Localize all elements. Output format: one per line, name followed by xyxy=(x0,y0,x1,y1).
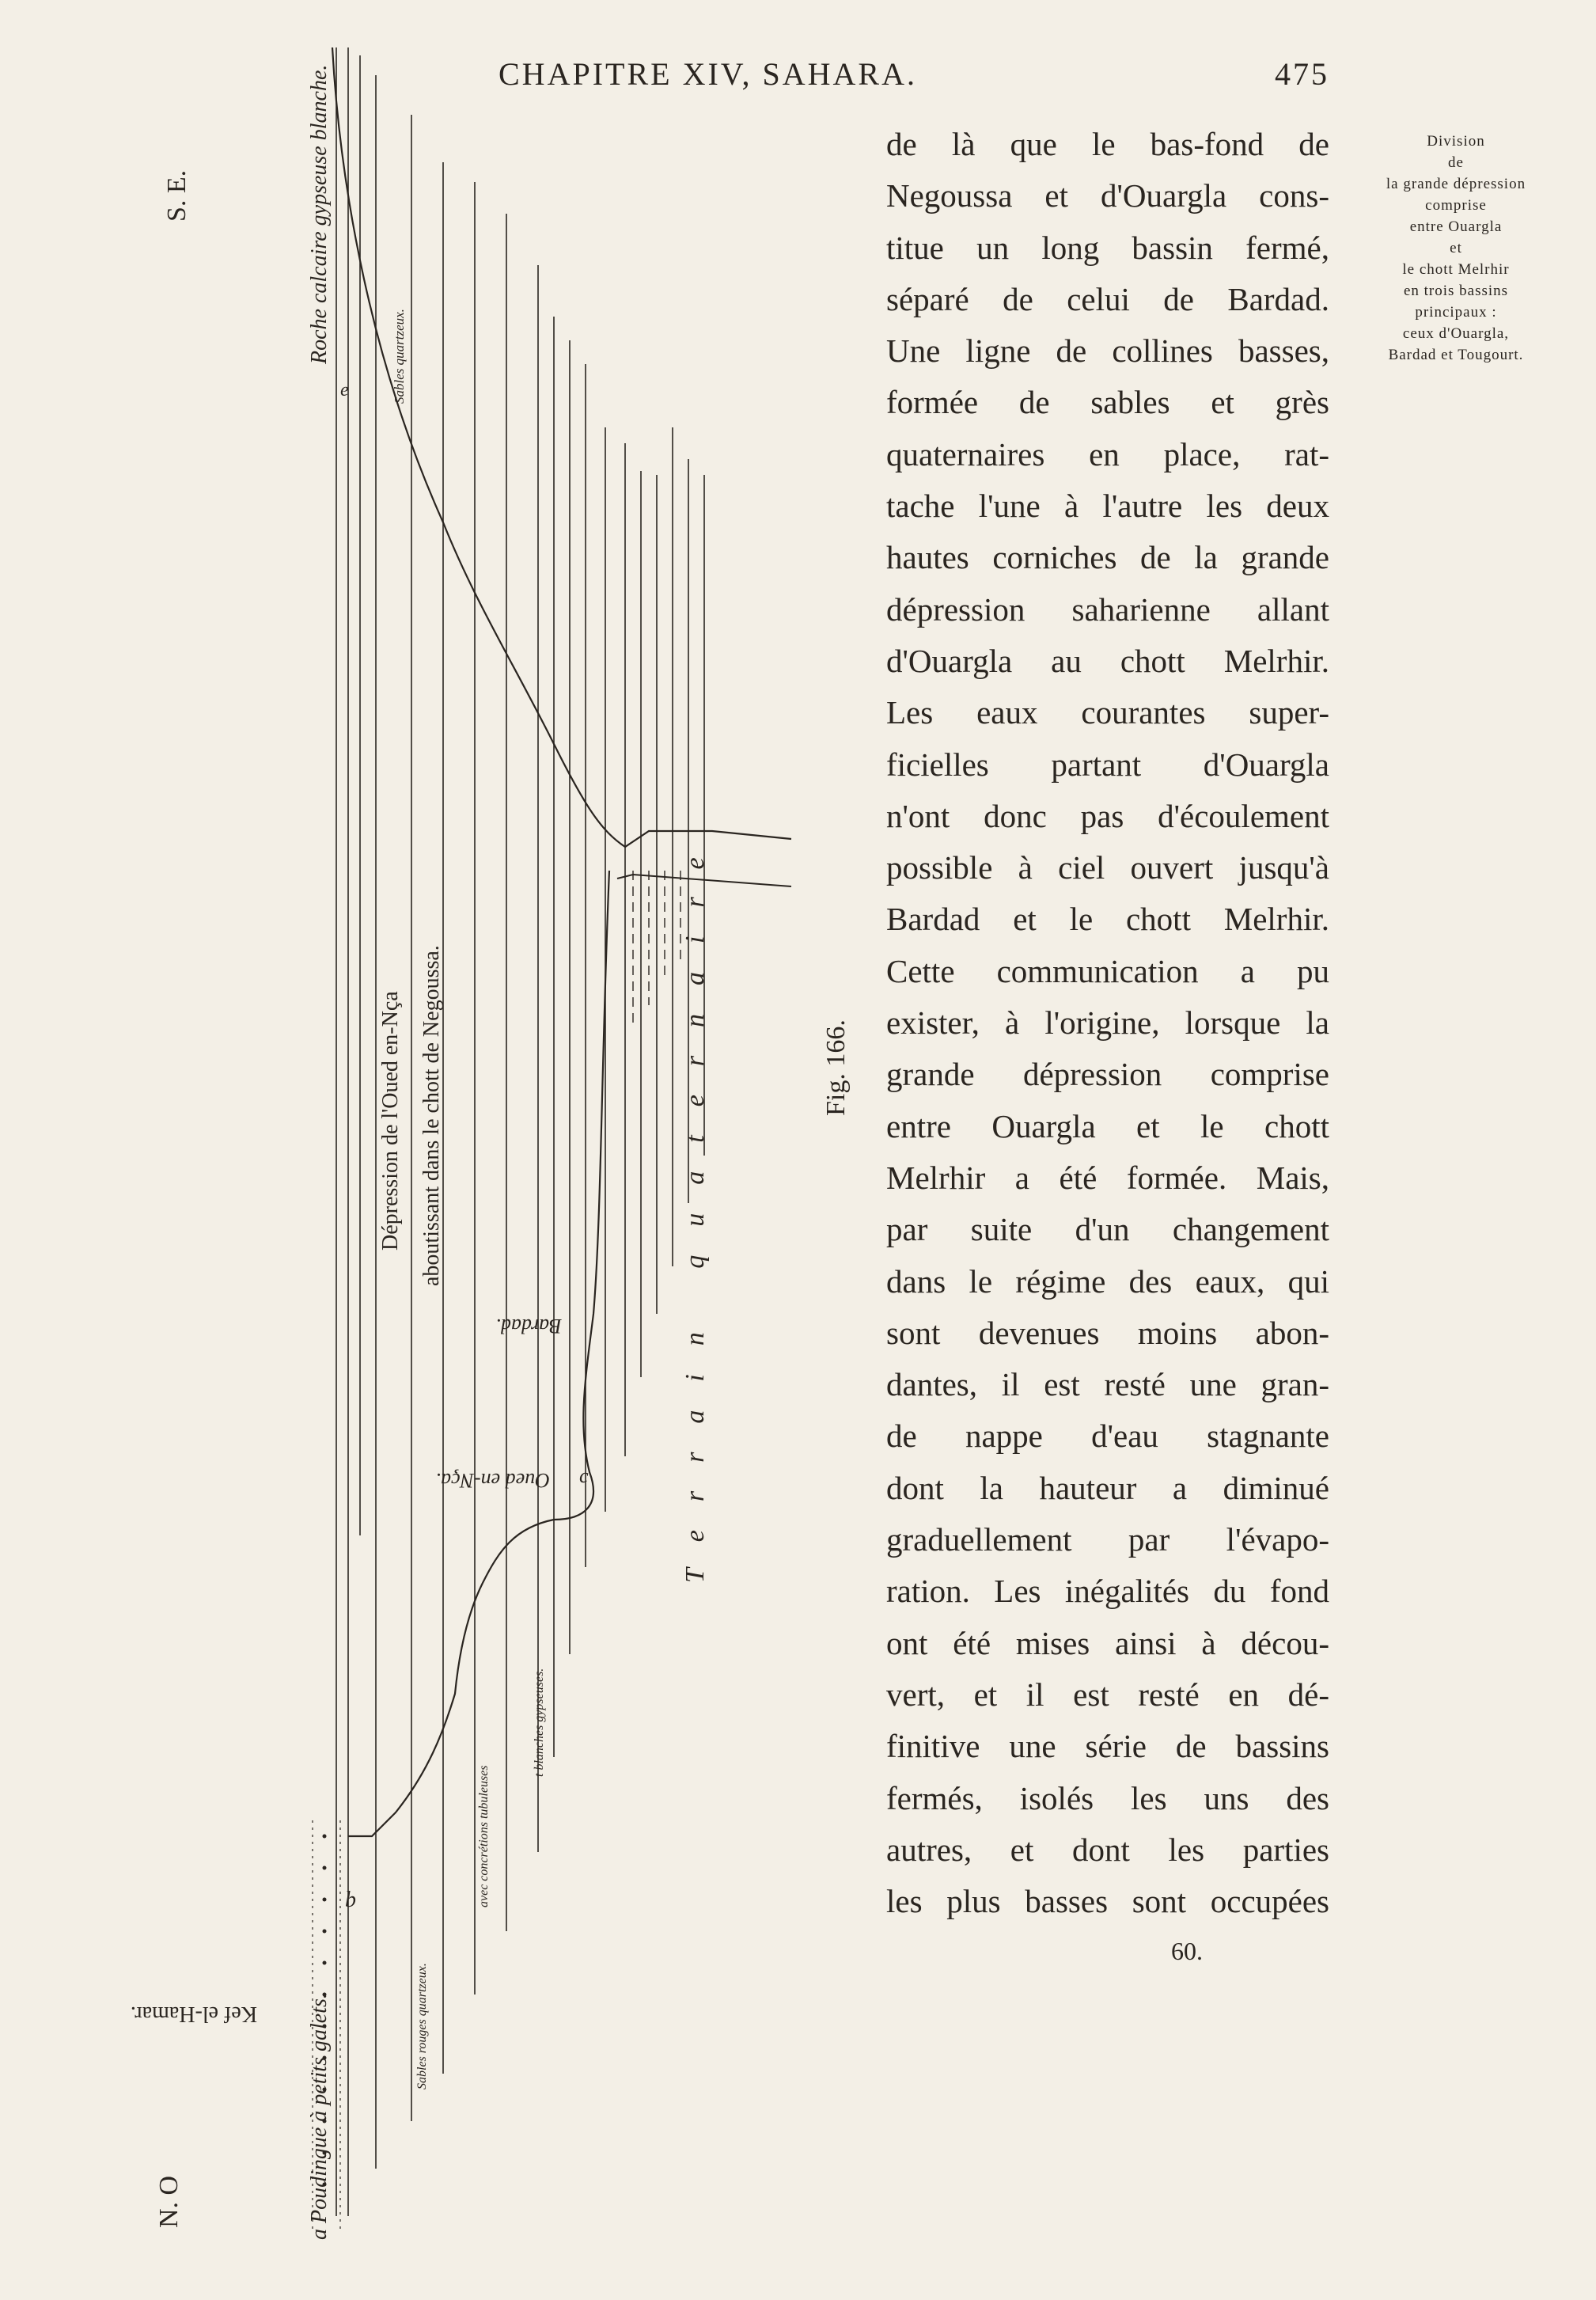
page-number: 475 xyxy=(1275,56,1329,92)
layer-letter-e: e xyxy=(340,380,349,400)
place-bardad-label: Bardad. xyxy=(495,1315,562,1338)
orientation-bottom-label: N. O xyxy=(154,2175,184,2228)
text-line: sont devenues moins abon- xyxy=(886,1314,1329,1351)
text-line: graduellement par l'évapo- xyxy=(886,1521,1329,1558)
text-line: Negoussa et d'Ouargla cons- xyxy=(886,177,1329,214)
text-line: formée de sables et grès xyxy=(886,384,1329,421)
text-line: dont la hauteur a diminué xyxy=(886,1469,1329,1506)
text-line: autres, et dont les parties xyxy=(886,1831,1329,1868)
text-line: titue un long bassin fermé, xyxy=(886,229,1329,266)
text-line: Une ligne de collines basses, xyxy=(886,332,1329,370)
text-line: ration. Les inégalités du fond xyxy=(886,1573,1329,1610)
text-line: exister, à l'origine, lorsque la xyxy=(886,1004,1329,1042)
text-line: Melrhir a été formée. Mais, xyxy=(886,1159,1329,1196)
legend-sables-rouges: Sables rouges quartzeux. xyxy=(415,1963,429,2089)
text-line: vert, et il est resté en dé- xyxy=(886,1676,1329,1713)
text-line: dantes, il est resté une gran- xyxy=(886,1366,1329,1403)
text-line: par suite d'un changement xyxy=(886,1211,1329,1248)
legend-concretions: avec concrétions tubuleuses xyxy=(477,1765,491,1907)
figure-number-label: Fig. 166. xyxy=(821,1019,851,1116)
text-line: séparé de celui de Bardad. xyxy=(886,280,1329,317)
text-line: grande dépression comprise xyxy=(886,1056,1329,1093)
terrain-quaternaire-label: Terrain quaternaire xyxy=(680,829,710,1583)
marginal-line: de xyxy=(1448,154,1464,171)
text-line: fermés, isolés les uns des xyxy=(886,1779,1329,1816)
text-line: les plus basses sont occupées xyxy=(886,1883,1329,1920)
chapter-title: CHAPITRE XIV, SAHARA. xyxy=(499,56,917,92)
marginal-line: et xyxy=(1450,240,1462,256)
orientation-top-label: S. E. xyxy=(162,169,191,222)
text-line: entre Ouargla et le chott xyxy=(886,1107,1329,1144)
text-line: de nappe d'eau stagnante xyxy=(886,1418,1329,1455)
text-line: dépression saharienne allant xyxy=(886,590,1329,628)
marginal-line: Division xyxy=(1427,133,1485,150)
depression-label-line2: aboutissant dans le chott de Negoussa. xyxy=(419,945,444,1286)
marginal-line: ceux d'Ouargla, xyxy=(1402,325,1510,342)
text-line: d'Ouargla au chott Melrhir. xyxy=(886,642,1329,679)
place-kef-label: Kef el-Hamar. xyxy=(130,2002,257,2026)
depression-label-line1: Dépression de l'Oued en-Nça xyxy=(378,991,403,1251)
geological-section-figure xyxy=(0,32,870,2248)
legend-poudingue: a Poudingue à petits galets. xyxy=(307,1993,332,2240)
layer-letter-c: c xyxy=(579,1464,589,1487)
text-line: Bardad et le chott Melrhir. xyxy=(886,901,1329,938)
text-line: tache l'une à l'autre les deux xyxy=(886,488,1329,525)
marginal-line: comprise xyxy=(1425,197,1487,214)
layer-letter-b: b xyxy=(345,1888,356,1912)
text-line: Cette communication a pu xyxy=(886,952,1329,989)
marginal-line: principaux : xyxy=(1415,304,1497,321)
marginal-line: entre Ouargla xyxy=(1409,218,1503,235)
text-line: n'ont donc pas d'écoulement xyxy=(886,797,1329,834)
text-line: hautes corniches de la grande xyxy=(886,539,1329,576)
legend-blanches-gypseuses: t blanches gypseuses. xyxy=(533,1668,546,1777)
marginal-line: Bardad et Tougourt. xyxy=(1388,347,1524,363)
text-line: ont été mises ainsi à décou- xyxy=(886,1624,1329,1661)
text-line: dans le régime des eaux, qui xyxy=(886,1262,1329,1300)
text-line: possible à ciel ouvert jusqu'à xyxy=(886,849,1329,886)
place-oued-label: Oued en-Nça. xyxy=(435,1469,550,1492)
text-line: ficielles partant d'Ouargla xyxy=(886,746,1329,783)
body-paragraph xyxy=(886,119,1329,1927)
marginal-line: la grande dépression xyxy=(1386,176,1526,192)
text-line: finitive une série de bassins xyxy=(886,1728,1329,1765)
marginal-line: le chott Melrhir xyxy=(1402,261,1510,278)
marginal-line: en trois bassins xyxy=(1403,283,1509,299)
legend-roche-calcaire: Roche calcaire gypseuse blanche. xyxy=(307,64,332,364)
legend-sables-quartzeux: Sables quartzeux. xyxy=(392,309,407,404)
signature-mark: 60. xyxy=(1171,1937,1203,1965)
marginal-note xyxy=(1353,131,1559,366)
text-line: quaternaires en place, rat- xyxy=(886,435,1329,473)
text-line: de là que le bas-fond de xyxy=(886,126,1329,162)
text-line: Les eaux courantes super- xyxy=(886,694,1329,731)
